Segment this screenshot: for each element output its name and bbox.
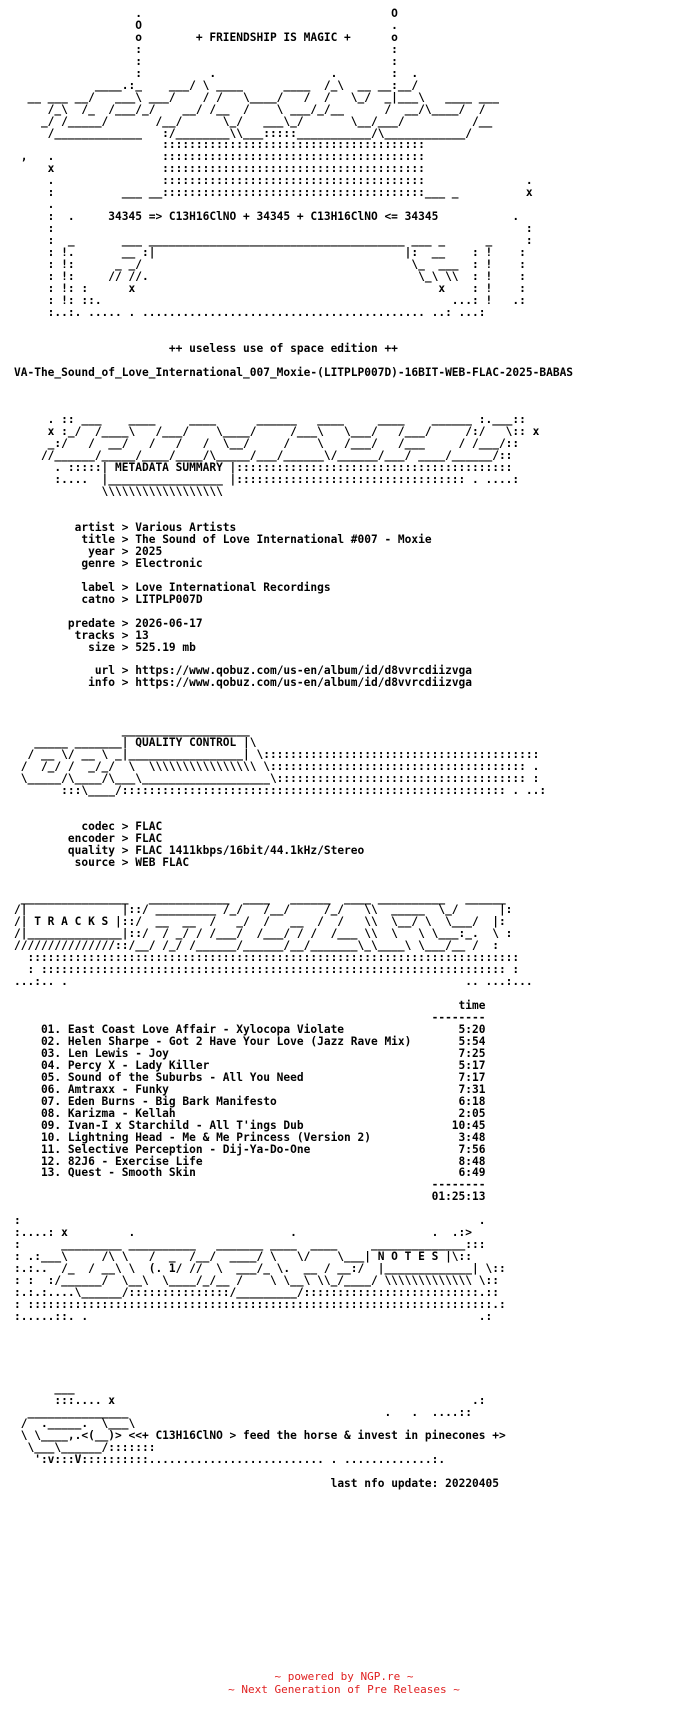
footer-tagline: ~ Next Generation of Pre Releases ~ bbox=[228, 1683, 460, 1696]
meta-genre: Electronic bbox=[135, 556, 203, 570]
meta-size: 525.19 mb bbox=[135, 640, 196, 654]
last-update-date: 20220405 bbox=[445, 1477, 499, 1491]
track-row: 07. Eden Burns - Big Bark Manifesto 6:18 bbox=[40, 1094, 486, 1108]
track-row: 10. Lightning Head - Me & Me Princess (Version 2) 3:48 bbox=[40, 1130, 486, 1144]
edition-line: ++ useless use of space edition ++ bbox=[14, 341, 398, 355]
track-list bbox=[14, 1023, 485, 1179]
track-row: 06. Amtraxx - Funky 7:31 bbox=[40, 1082, 486, 1096]
notes-section-art: : . :....: x . . . .:> : _________ __________ _______ ____ ____ ______________::: : .:___\ /\ \ / _ /__/ ____/ \ \/ \___| N O T E S |\:: :.:.. /_ / __\ \ (. 1/ // \ ___/_ \. __ / __:/ |_____________| \:: : : :/______/ \__\ \____/_/__ / \ \__\ \\_/____/ \\\\\\\\\\\\\ \:: :.:.:....\______/:::::::::::::::/_________/::::::::::::::::::::::::::.:: : :::::::::::::::::::::::::::::::::::::::::::::::::::::::::::::::::::::.: :.....::. . .: bbox=[14, 1214, 506, 1323]
track-row: 03. Len Lewis - Joy 7:25 bbox=[40, 1046, 486, 1060]
tracks-divider-bottom: -------- bbox=[431, 1178, 486, 1192]
track-row: 11. Selective Perception - Dij-Ya-Do-One 7:56 bbox=[40, 1142, 486, 1156]
track-row: 08. Karizma - Kellah 2:05 bbox=[40, 1106, 486, 1120]
quality-codec: FLAC bbox=[135, 819, 163, 833]
last-update-label: last nfo update: bbox=[330, 1477, 439, 1491]
meta-artist: Various Artists bbox=[135, 520, 237, 534]
release-name: VA-The_Sound_of_Love_International_007_Moxie-(LITPLP007D)-16BIT-WEB-FLAC-2025-BABAS bbox=[14, 365, 574, 379]
meta-url: https://www.qobuz.com/us-en/album/id/d8vvrcdiizvga bbox=[135, 664, 473, 678]
track-row: 02. Helen Sharpe - Got 2 Have Your Love (Jazz Rave Mix) 5:54 bbox=[40, 1034, 486, 1048]
track-row: 13. Quest - Smooth Skin 6:49 bbox=[40, 1166, 486, 1180]
meta-catno: LITPLP007D bbox=[135, 592, 203, 606]
powered-by-link[interactable]: ~ powered by NGP.re ~ bbox=[274, 1670, 414, 1683]
metadata-section-art: . :: ___ ____ ____ ______ ____ ____ ______ :.___:: x :_/ /____\ /___/ \____/ /___\ \___/ /___/ /:/ \:: x _:/ / __/ / / / \__/ / \ /___/ /___ / /___/:: //______/_____/____/____/\_____/___/______\/______/___/ ____/______/:: . :::::| METADATA SUMMARY |::::::::::::::::::::::::::::::::::::::::: :.... |_________________ |:::::::::::::::::::::::::::::::::: . ....: \\\\\\\\\\\\\\\\\\ bbox=[40, 413, 540, 499]
metadata-summary: artist > Various Artists title > The Sound of Love International #007 - Moxie year > 2025 genre > Electronic label > Love International Recordings catno > LITPLP007D predate > 2026-06-17 tracks > 13 size > 525.19 mb url > https://www.qobuz.com/us-en/album/id/d8vvrcdiizvga info > https://www.qobuz.com/us-en/album/id/d8vvrcdiizvga bbox=[14, 520, 473, 690]
tracks-time-header: time bbox=[458, 999, 486, 1013]
nfo-text bbox=[14, 8, 573, 1490]
meta-title: The Sound of Love International #007 - Moxie bbox=[135, 532, 432, 546]
total-time: 01:25:13 bbox=[431, 1190, 486, 1204]
signoff-ascii-art: ___ :::.... x .: _______________ . . ....:: / ._____. \___\ \ \____,.<(__)> <<+ C13H16ClNO > feed the horse & invest in pinecones +> \___\______/::::::: ':v:::V::::::::::.......................... . .............:. bbox=[20, 1381, 506, 1467]
quality-source: WEB FLAC bbox=[135, 855, 190, 869]
meta-label: Love International Recordings bbox=[135, 580, 331, 594]
quality-quality: FLAC 1411kbps/16bit/44.1kHz/Stereo bbox=[135, 843, 365, 857]
tracks-section-art: ________________ ____________ ____ ______ ____ __________ ______ /| |::/ _________ /_/ /__/ /_/ \\ _____ \_/ |: /| T R A C K S |::/ __ __ / _/ / __ / / \\ \__/ \ \___/ |: /|______________|::/ / _/ / /___/ /___/ / / /___ \\ \ \ \___:_. \ : ///////////////::/__/ /_/ /______/______/__/_______\_\____\ \___/__ / : ::::::::::::::::::::::::::::::::::::::::::::::::::::::::::::::::::::::::: : ::::::::::::::::::::::::::::::::::::::::::::::::::::::::::::::::::::: : ...:.. . .. ...:... bbox=[14, 891, 533, 989]
track-row: 05. Sound of the Suburbs - All You Need 7:17 bbox=[40, 1070, 486, 1084]
track-row: 04. Percy X - Lady Killer 5:17 bbox=[40, 1058, 486, 1072]
meta-year: 2025 bbox=[135, 544, 163, 558]
meta-tracks: 13 bbox=[135, 628, 149, 642]
track-row: 09. Ivan-I x Starchild - All T'ings Dub 10:45 bbox=[40, 1118, 486, 1132]
quality-control: codec > FLAC encoder > FLAC quality > FLAC 1411kbps/16bit/44.1kHz/Stereo source > WEB FLAC bbox=[14, 819, 365, 869]
quality-section-art: ___________________ _____ _______| QUALITY CONTROL |\ / __ \/ __ \ _|_________________| \::::::::::::::::::::::::::::::::::::::::: / /_/ / _/_/ \ \\\\\\\\\\\\\\\\ \:::::::::::::::::::::::::::::::::::::: . \_____/\____/\___\___________________\::::::::::::::::::::::::::::::::::::: : :::\____/::::::::::::::::::::::::::::::::::::::::::::::::::::::::: . ..: bbox=[20, 724, 547, 797]
meta-info: https://www.qobuz.com/us-en/album/id/d8vvrcdiizvga bbox=[135, 676, 473, 690]
meta-predate: 2026-06-17 bbox=[135, 616, 203, 630]
track-row: 01. East Coast Love Affair - Xylocopa Violate 5:20 bbox=[40, 1023, 486, 1037]
quality-encoder: FLAC bbox=[135, 831, 163, 845]
tracks-divider-top: -------- bbox=[431, 1011, 486, 1025]
track-row: 12. 82J6 - Exercise Life 8:48 bbox=[40, 1154, 486, 1168]
footer bbox=[0, 1670, 688, 1696]
header-ascii-art: . O O . o + FRIENDSHIP IS MAGIC + o : : : : : . . : . ____.:_ ___/ \ ____ ____ /_\ __ __:__/ __ ___ __/ ___\ ___/ / / \____/ / / \_/ _|___\ ____ ___ /_\ /_ /___/_/ __/ /__ / \ ___/_/__ / __/\____/ / _/ /_____/ /__/ \_/ ___\_/ \__/___/ /__ /_____________ :/________\\___:::::___________/\____________/ ::::::::::::::::::::::::::::::::::::::: , . ::::::::::::::::::::::::::::::::::::::: x ::::::::::::::::::::::::::::::::::::::: . ::::::::::::::::::::::::::::::::::::::: . : ___ __:::::::::::::::::::::::::::::::::::::::___ _ x . : . 34345 => C13H16ClNO + 34345 + C13H16ClNO <= 34345 . : : : _ ___ ______________________________________ ___ _ _ : : !. __ :| |: __ : ! : : !: _ _/ \_ ___ : ! : : !: // //. \_\ \\ : ! : : !: : x x : ! : : !: ::. ...: ! .: :..:. ..... . .......................................... ..: ...: bbox=[20, 7, 533, 319]
